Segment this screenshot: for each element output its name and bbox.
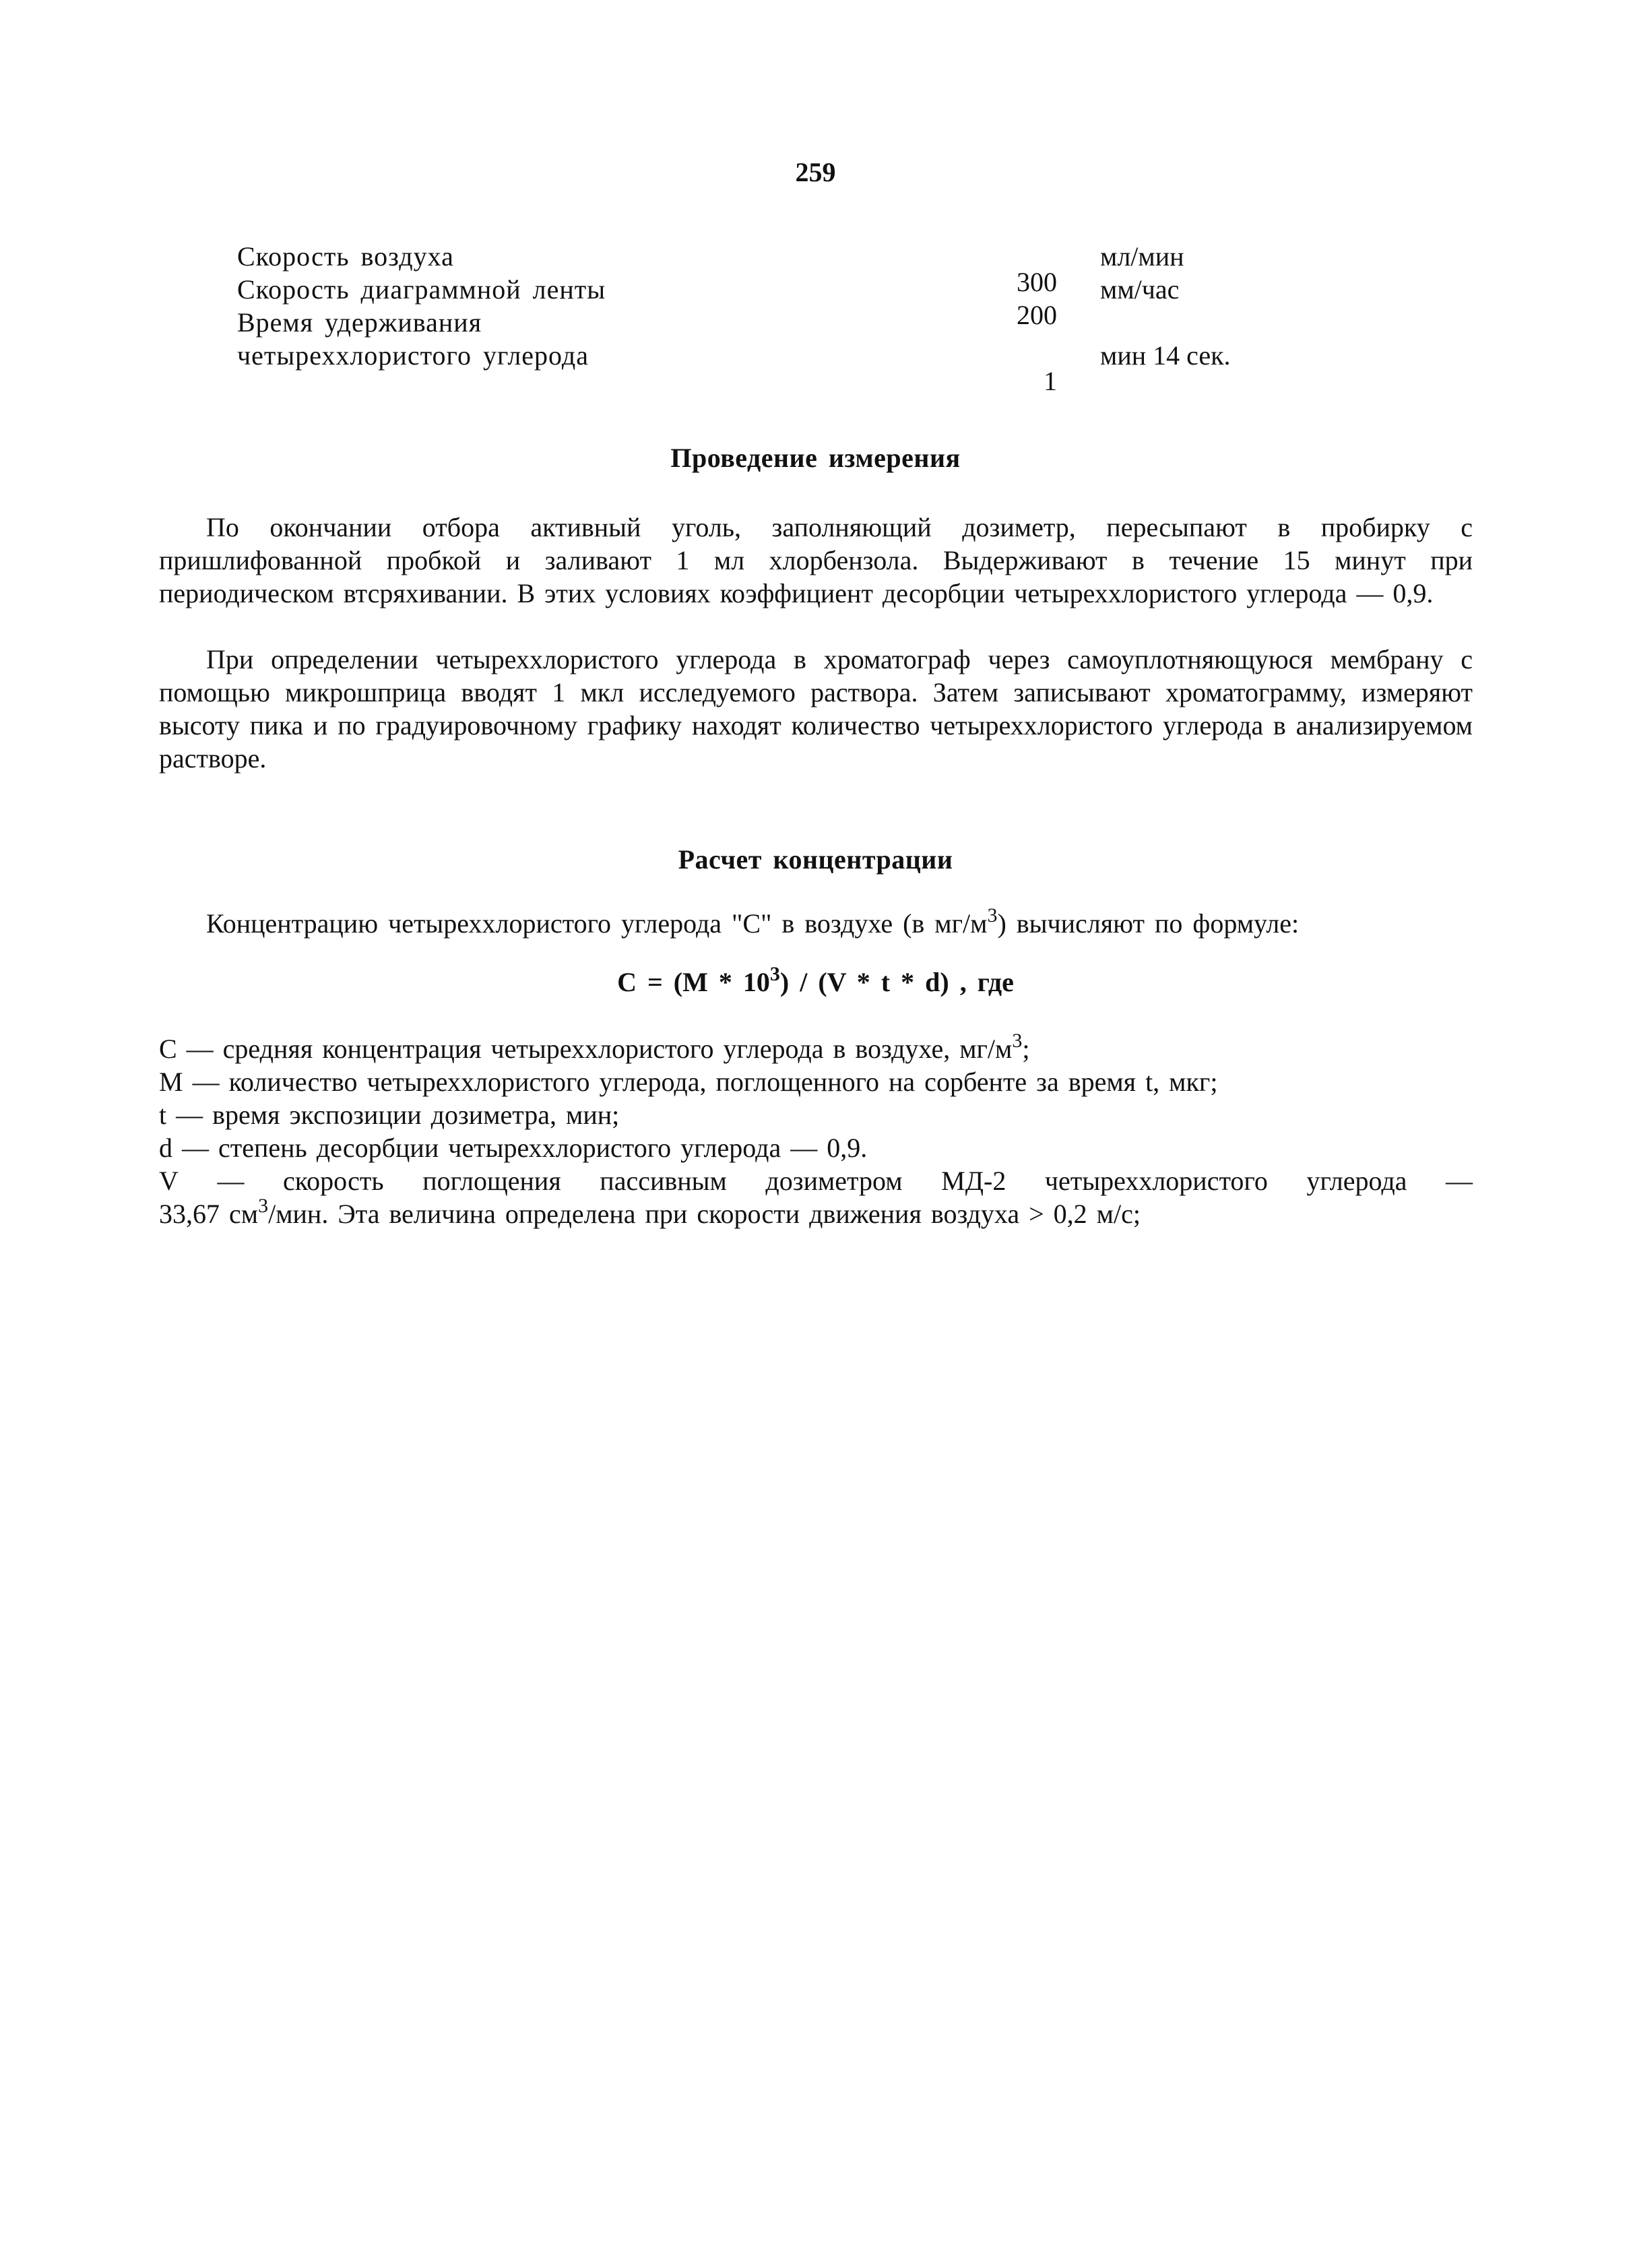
page-number: 259 [795,157,836,187]
parameter-row: четыреххлористого углерода 1 мин 14 сек. [237,340,1231,396]
concentration-formula: $С = (М * 10^3) / (V * t * d)$ , где [617,963,1014,997]
definition-m: М — количество четыреххлористого углерода, поглощенного на сорбенте за время t, мкг; [159,1067,1218,1097]
paragraph-measurement-2: При определении четыреххлористого углерода в хроматограф через самоуплотняющуюся мембрану с помощью микрошприца вводят 1 мкл исследуемого раствора. Затем записывают хроматограмму, измеряют высоту пика и по градуировочному графику находят количество четыреххлористого углерода в анализируемом растворе. [159,644,1473,774]
parameter-unit: мл/мин [1100,241,1184,272]
definition-v [159,1164,1473,1197]
parameter-row: Скорость диаграммной ленты 200 мм/час [237,274,1180,330]
definition-t: t — время экспозиции дозиметра, мин; [159,1100,620,1130]
definition-v-word: поглощения [422,1166,561,1196]
formula-definitions [159,1032,1473,1230]
definition-v-word: четыреххлористого [1044,1166,1268,1196]
paragraph-measurement-1: По окончании отбора активный уголь, заполняющий дозиметр, пересыпают в пробирку с пришлифованной пробкой и заливают 1 мл хлорбензола. Выдерживают в течение 15 минут при периодическом втсряхивании. В этих условиях коэффициент десорбции четыреххлористого углерода — 0,9. [159,512,1473,608]
definition-v-word: V [159,1166,179,1196]
parameters-table [237,240,1342,396]
parameter-name: четыреххлористого углерода [237,340,589,371]
definition-v-word: дозиметром [765,1166,903,1196]
formula-intro: Концентрацию четыреххлористого углерода "С" в воздухе (в $мг/м^3$) вычисляют по формуле: [206,904,1300,939]
section-heading-calculation: Расчет концентрации [678,844,953,875]
definition-v-word: МД-2 [941,1166,1006,1196]
parameter-row [237,306,1342,339]
definition-v-word: — [217,1166,245,1196]
parameter-row: Скорость воздуха 300 мл/мин [237,241,1184,297]
definition-v-word: углерода [1306,1166,1407,1196]
parameter-unit: мин 14 сек. [1100,340,1231,371]
definition-v-continued: 33,67 $см^3$/мин. Эта величина определена при скорости движения воздуха > 0,2 м/с; [159,1195,1141,1229]
definition-v-word: пассивным [600,1166,727,1196]
parameter-name: Время удерживания [237,307,482,338]
parameter-unit: мм/час [1100,274,1180,305]
parameter-name: Скорость диаграммной ленты [237,274,606,305]
definition-v-word: — [1445,1166,1473,1196]
definition-v-word: скорость [283,1166,384,1196]
definition-c: С — средняя концентрация четыреххлористого углерода в воздухе, $мг/м^3$; [159,1030,1030,1064]
section-heading-measurement: Проведение измерения [670,443,961,473]
parameter-name: Скорость воздуха [237,241,454,272]
definition-d: d — степень десорбции четыреххлористого углерода — 0,9. [159,1133,868,1163]
